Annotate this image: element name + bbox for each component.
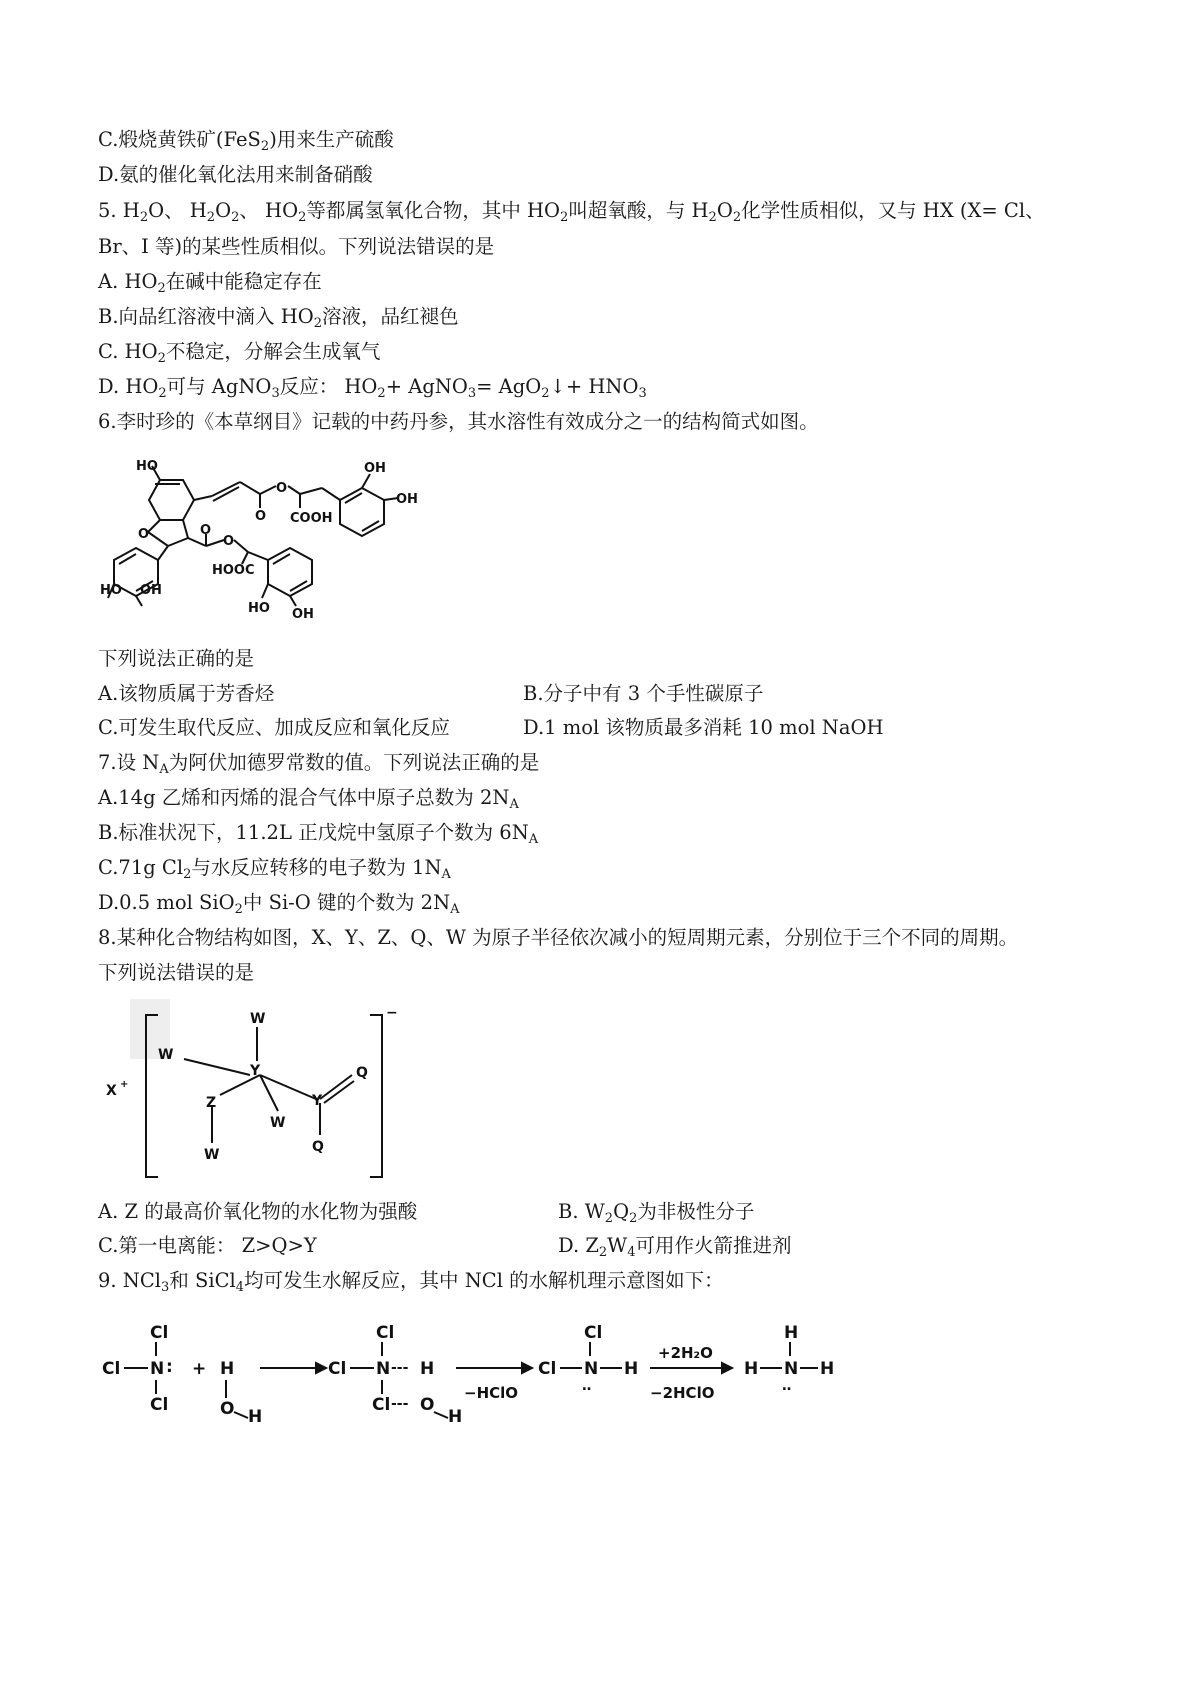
subscript: 2 [708, 210, 717, 225]
text: D.1 mol 该物质最多消耗 10 mol NaOH [523, 716, 884, 739]
subscript: A [159, 762, 169, 777]
h-label: H [220, 1359, 235, 1379]
question-7-option-c [98, 854, 451, 882]
text: = AgO [476, 375, 542, 398]
subscript: 3 [638, 386, 647, 401]
text: D.0.5 mol SiO [98, 891, 235, 914]
hooc-label: HOOC [212, 563, 255, 578]
cl-label: Cl [150, 1323, 169, 1343]
text: 反应： HO [279, 375, 378, 398]
text: 均可发生水解反应，其中 NCl 的水解机理示意图如下： [244, 1269, 724, 1292]
text: B. W [558, 1200, 605, 1223]
question-8-option-c [98, 1232, 317, 1260]
text: D. HO [98, 375, 159, 398]
text: O [215, 199, 232, 222]
dashed-bond-label: --- [391, 1396, 409, 1412]
arrow1-label: −HClO [464, 1384, 519, 1402]
q-label: Q [356, 1065, 368, 1081]
oh-label: OH [140, 583, 162, 598]
subscript: A [528, 832, 539, 847]
text: 8.某种化合物结构如图，X、Y、Z、Q、W 为原子半径依次减小的短周期元素，分别位于三个不同的周期。 [98, 926, 1019, 949]
question-7-option-a [98, 784, 519, 812]
question-6-option-b [523, 680, 763, 708]
text: 7.设 N [98, 751, 160, 774]
subscript: 2 [560, 210, 569, 225]
question-6-option-d [523, 714, 883, 742]
option-c-pyrite [98, 126, 394, 154]
question-7-option-b [98, 819, 538, 847]
subscript: 4 [627, 1245, 636, 1260]
x-charge-label: + [120, 1079, 129, 1090]
z-label: Z [206, 1095, 217, 1111]
question-9-stem [98, 1267, 724, 1295]
text: D. Z [558, 1234, 599, 1257]
text: 化学性质相似，又与 HX (X= Cl、 [741, 199, 1045, 222]
ho-label: HO [100, 583, 122, 598]
cl-label: Cl [102, 1359, 121, 1379]
x-label: X [106, 1083, 117, 1099]
lone-pair-label: : [166, 1357, 173, 1377]
subscript: 2 [183, 867, 192, 882]
arrow2-below-label: −2HClO [650, 1384, 715, 1402]
text: 、 HO [239, 199, 299, 222]
text: 等都属氢氧化合物，其中 HO [306, 199, 561, 222]
subscript: 2 [604, 1211, 614, 1226]
text: C.煅烧黄铁矿(FeS [98, 128, 261, 151]
text: 5. H [98, 199, 140, 222]
text: C.可发生取代反应、加成反应和氧化反应 [98, 716, 450, 739]
h-label: H [420, 1359, 435, 1379]
subscript: A [509, 797, 519, 812]
subscript: A [450, 902, 460, 917]
text: 下列说法正确的是 [98, 647, 255, 670]
text: 与水反应转移的电子数为 1N [191, 856, 442, 879]
text: B.分子中有 3 个手性碳原子 [523, 682, 764, 705]
h-label: H [744, 1359, 759, 1379]
text: B.向品红溶液中滴入 HO [98, 305, 314, 328]
n-label: N [376, 1359, 391, 1379]
carbonyl-oxygen-label: O [200, 523, 212, 538]
text: A. HO [98, 270, 158, 293]
text: ↓+ HNO [549, 375, 639, 398]
ester-oxygen-label: O [223, 534, 235, 549]
plus-label: + [192, 1359, 207, 1379]
oh-label: OH [396, 492, 418, 507]
subscript: 2 [732, 210, 742, 225]
h-label: H [248, 1407, 263, 1427]
cl-label: Cl [584, 1323, 603, 1343]
text: 不稳定，分解会生成氧气 [165, 340, 381, 363]
cl-label: Cl [376, 1323, 395, 1343]
subscript: 2 [313, 316, 323, 331]
text: B.标准状况下，11.2L 正戊烷中氢原子个数为 6N [98, 821, 529, 844]
subscript: 2 [377, 386, 386, 401]
question-5-option-c [98, 338, 380, 366]
y-label: Y [250, 1063, 261, 1079]
subscript: 2 [206, 210, 216, 225]
anion-charge-label: − [386, 1005, 398, 1021]
text: C. HO [98, 340, 158, 363]
text: 可与 AgNO [166, 375, 272, 398]
subscript: 3 [161, 1280, 170, 1295]
text: 溶液，品红褪色 [322, 305, 459, 328]
subscript: 3 [271, 386, 280, 401]
option-d-ammonia [98, 161, 373, 189]
subscript: 3 [467, 386, 477, 401]
subscript: 2 [260, 139, 270, 154]
h-label: H [624, 1359, 639, 1379]
ester-oxygen-label: O [276, 481, 288, 496]
n-label: N [150, 1359, 165, 1379]
h-label: H [820, 1359, 835, 1379]
text: 可用作火箭推进剂 [635, 1234, 792, 1257]
text: 中 Si-O 键的个数为 2N [242, 891, 451, 914]
danshen-structure-figure [100, 448, 460, 648]
w-label: W [250, 1011, 266, 1027]
text: A.该物质属于芳香烃 [98, 682, 275, 705]
text: C.71g Cl [98, 856, 184, 879]
cl-label: Cl [372, 1395, 391, 1415]
text: W [607, 1234, 628, 1257]
question-6-option-c [98, 714, 450, 742]
text: 为阿伏加德罗常数的值。下列说法正确的是 [168, 751, 540, 774]
subscript: 2 [231, 210, 240, 225]
question-5-option-d [98, 373, 647, 401]
subscript: 2 [139, 210, 149, 225]
question-5-option-b [98, 303, 459, 331]
text: 叫超氧酸，与 H [568, 199, 709, 222]
w-label: W [270, 1115, 286, 1131]
question-8-option-b [558, 1198, 754, 1226]
subscript: 2 [598, 1245, 608, 1260]
text: Br、I 等)的某些性质相似。下列说法错误的是 [98, 235, 495, 258]
question-8-option-d [558, 1232, 792, 1260]
text: O [716, 199, 733, 222]
lone-pair-label: ‥ [582, 1378, 592, 1394]
w-label: W [204, 1147, 220, 1163]
subscript: 4 [235, 1280, 245, 1295]
lone-pair-label: ‥ [782, 1378, 792, 1394]
ho-label: HO [248, 601, 270, 616]
subscript: 2 [157, 351, 166, 366]
subscript: 2 [298, 210, 307, 225]
carbonyl-oxygen-label: O [255, 509, 267, 524]
cooh-label: COOH [290, 511, 333, 526]
text: C.第一电离能： Z>Q>Y [98, 1234, 317, 1257]
y-label: Y [312, 1093, 323, 1109]
subscript: 2 [234, 902, 243, 917]
text: O、 H [148, 199, 207, 222]
text: 下列说法错误的是 [98, 961, 255, 984]
ring-oxygen-label: O [138, 527, 150, 542]
n-label: N [784, 1359, 799, 1379]
text: 和 SiCl [169, 1269, 236, 1292]
question-8-stem [98, 924, 1018, 952]
subscript: 2 [541, 386, 550, 401]
subscript: 2 [629, 1211, 638, 1226]
question-6-prompt [98, 645, 254, 673]
question-8-option-a [98, 1198, 417, 1226]
text: 6.李时珍的《本草纲目》记载的中药丹参，其水溶性有效成分之一的结构简式如图。 [98, 410, 819, 433]
text: A. Z 的最高价氧化物的水化物为强酸 [98, 1200, 418, 1223]
subscript: 2 [158, 386, 167, 401]
cl-label: Cl [150, 1395, 169, 1415]
h-label: H [448, 1407, 463, 1427]
dashed-bond-label: --- [391, 1360, 409, 1376]
text: 为非极性分子 [637, 1200, 755, 1223]
n-label: N [584, 1359, 599, 1379]
question-6-option-a [98, 680, 274, 708]
question-5-stem-line1 [98, 197, 1045, 225]
text: 在碱中能稳定存在 [165, 270, 322, 293]
question-7-stem [98, 749, 539, 777]
q-label: Q [312, 1139, 324, 1155]
cl-label: Cl [328, 1359, 347, 1379]
o-label: O [420, 1395, 435, 1415]
cl-label: Cl [538, 1359, 557, 1379]
o-label: O [220, 1399, 235, 1419]
ho-label: HO [136, 459, 158, 474]
text: A.14g 乙烯和丙烯的混合气体中原子总数为 2N [98, 786, 510, 809]
w-label: W [158, 1047, 174, 1063]
text: )用来生产硫酸 [269, 128, 394, 151]
text: 9. NCl [98, 1269, 162, 1292]
anion-structure-figure [100, 995, 440, 1195]
arrow2-above-label: +2H₂O [658, 1344, 713, 1362]
text: D.氨的催化氧化法用来制备硝酸 [98, 163, 373, 186]
question-8-prompt [98, 959, 254, 987]
question-5-stem-line2 [98, 233, 494, 261]
oh-label: OH [292, 607, 314, 622]
h-label: H [784, 1323, 799, 1343]
question-5-option-a [98, 268, 322, 296]
text: + AgNO [385, 375, 468, 398]
ncl3-hydrolysis-mechanism-figure [98, 1318, 958, 1438]
question-7-option-d [98, 889, 460, 917]
subscript: A [441, 867, 451, 882]
question-6-stem [98, 408, 819, 436]
oh-label: OH [364, 461, 386, 476]
text: Q [613, 1200, 630, 1223]
subscript: 2 [157, 281, 166, 296]
